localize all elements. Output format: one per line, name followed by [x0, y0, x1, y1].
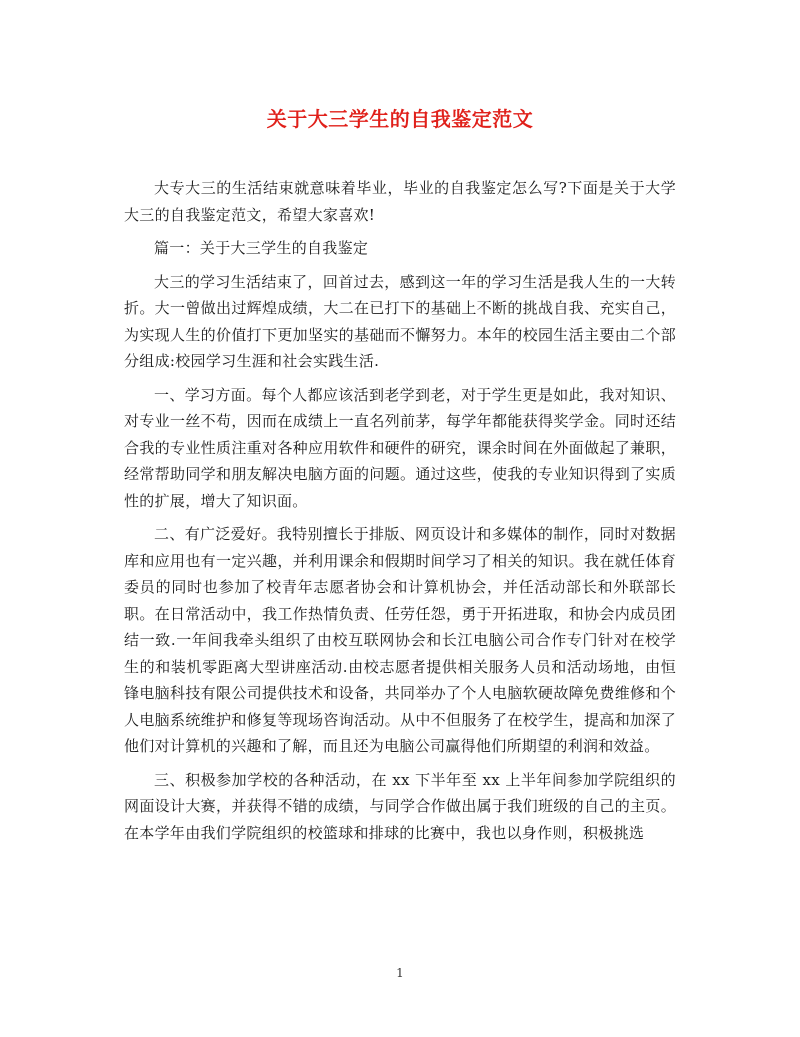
document-body	[124, 175, 676, 853]
body-paragraph: 大三的学习生活结束了，回首过去，感到这一年的学习生活是我人生的一大转折。大一曾做出过辉煌成绩，大二在已打下的基础上不断的挑战自我、充实自己，为实现人生的价值打下更加坚实的基础而不懈努力。本年的校园生活主要由二个部分组成:校园学习生涯和社会实践生活.	[124, 272, 676, 370]
body-paragraph: 二、有广泛爱好。我特别擅长于排版、网页设计和多媒体的制作，同时对数据库和应用也有一定兴趣，并利用课余和假期时间学习了相关的知识。我在就任体育委员的同时也参加了校青年志愿者协会和计算机协会，并任活动部长和外联部长职。在日常活动中，我工作热情负责、任劳任怨，勇于开拓进取，和协会内成员团结一致.一年间我牵头组织了由校互联网协会和长江电脑公司合作专门针对在校学生的和装机零距离大型讲座活动.由校志愿者提供相关服务人员和活动场地，由恒锋电脑科技有限公司提供技术和设备，共同举办了个人电脑软硬故障免费维修和个人电脑系统维护和修复等现场咨询活动。从中不但服务了在校学生，提高和加深了他们对计算机的兴趣和了解，而且还为电脑公司赢得他们所期望的利润和效益。	[124, 525, 676, 755]
section-heading: 篇一：关于大三学生的自我鉴定	[154, 239, 369, 257]
page-number: 1	[396, 966, 404, 980]
body-paragraph: 一、学习方面。每个人都应该活到老学到老，对于学生更是如此，我对知识、对专业一丝不苟，因而在成绩上一直名列前茅，每学年都能获得奖学金。同时还结合我的专业性质注重对各种应用软件和硬件的研究，课余时间在外面做起了兼职，经常帮助同学和朋友解决电脑方面的问题。通过这些，使我的专业知识得到了实质性的扩展，增大了知识面。	[124, 385, 676, 510]
body-paragraph: 三、积极参加学校的各种活动，在 xx 下半年至 xx 上半年间参加学院组织的网面设计大赛，并获得不错的成绩，与同学合作做出属于我们班级的自己的主页。在本学年由我们学院组织的校篮球和排球的比赛中，我也以身作则，积极挑选	[124, 770, 676, 842]
intro-paragraph: 大专大三的生活结束就意味着毕业，毕业的自我鉴定怎么写?下面是关于大学大三的自我鉴定范文，希望大家喜欢!	[124, 179, 676, 224]
document-title: 关于大三学生的自我鉴定范文	[266, 107, 534, 131]
